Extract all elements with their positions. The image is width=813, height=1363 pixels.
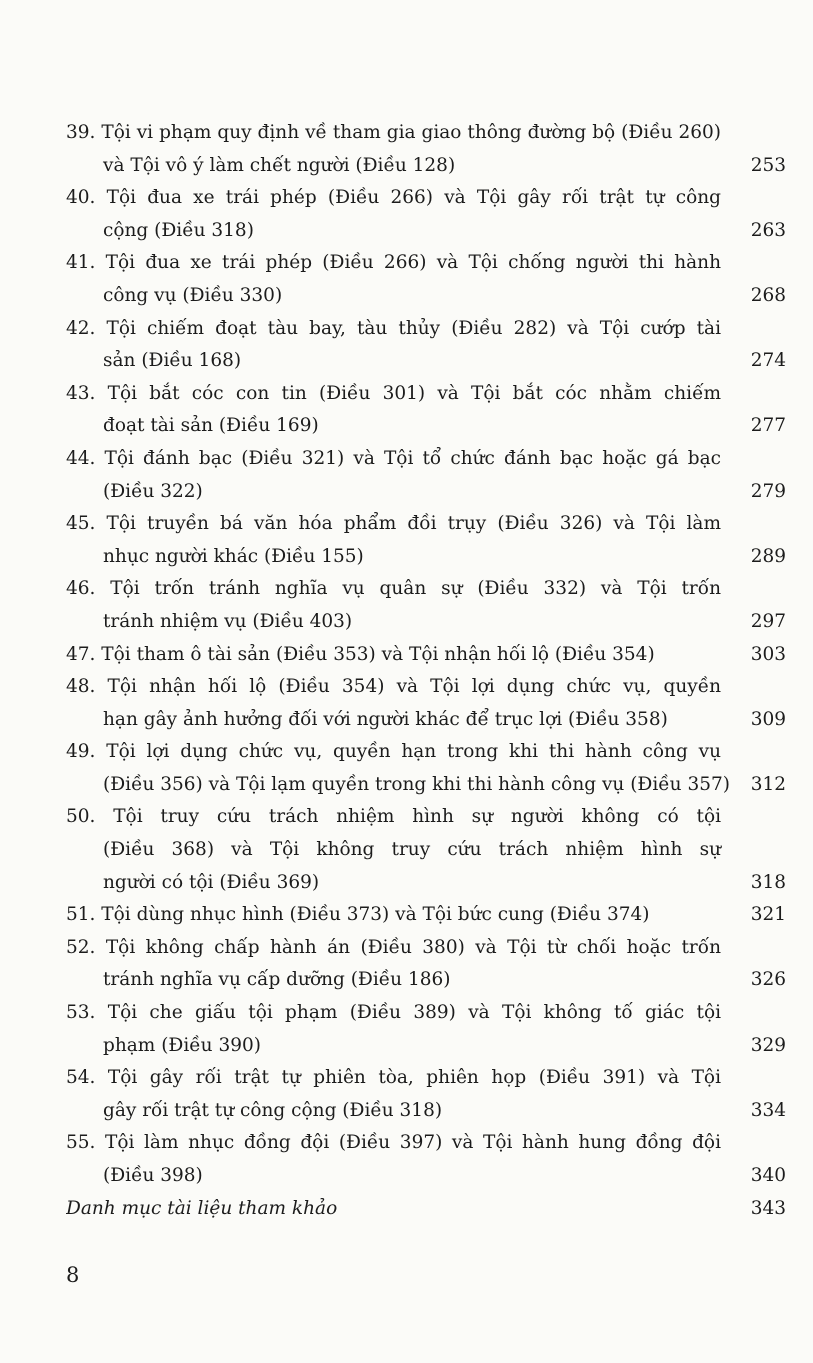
toc-entry-text: Danh mục tài liệu tham khảo [66, 1197, 338, 1219]
toc-page-number: 321 [750, 904, 786, 926]
toc-entry-text: 53. Tội che giấu tội phạm (Điều 389) và Tội không tố giác tội [66, 1002, 721, 1024]
toc-entry [66, 378, 786, 443]
toc-page-number: 309 [750, 708, 786, 730]
toc-entry-references [66, 1193, 786, 1226]
toc-entry-text: công vụ (Điều 330) [103, 284, 283, 306]
toc-page-number: 289 [750, 545, 786, 567]
toc-entry-text: sản (Điều 168) [103, 350, 242, 372]
toc-page-number: 312 [750, 773, 786, 795]
toc-page-number: 274 [750, 350, 786, 372]
toc-page-number: 303 [750, 643, 786, 665]
toc-entry [66, 997, 786, 1062]
toc-entry-text: (Điều 356) và Tội lạm quyền trong khi thi hành công vụ (Điều 357) [103, 773, 730, 795]
toc-entry-text: tránh nhiệm vụ (Điều 403) [103, 610, 353, 632]
toc-entry [66, 899, 786, 932]
toc-entry [66, 443, 786, 508]
toc-entry-text: 41. Tội đua xe trái phép (Điều 266) và Tội chống người thi hành [66, 252, 721, 274]
toc-entry-text: 39. Tội vi phạm quy định về tham gia giao thông đường bộ (Điều 260) [66, 122, 721, 143]
toc-entry-text: 42. Tội chiếm đoạt tàu bay, tàu thủy (Điều 282) và Tội cướp tài [66, 317, 721, 339]
toc-entry [66, 508, 786, 573]
toc-entry [66, 313, 786, 378]
toc-page-number: 268 [750, 284, 786, 306]
toc-page-number: 340 [750, 1165, 786, 1186]
toc-entry-text: và Tội vô ý làm chết người (Điều 128) [103, 154, 456, 176]
toc-entry-text: 55. Tội làm nhục đồng đội (Điều 397) và Tội hành hung đồng đội [66, 1132, 721, 1154]
toc-page-number: 263 [750, 219, 786, 241]
toc-entry [66, 573, 786, 638]
toc-entry [66, 117, 786, 182]
toc-entry [66, 639, 786, 672]
toc-page-number: 277 [750, 415, 786, 437]
toc-page-number: 334 [750, 1099, 786, 1121]
toc-entry-text: gây rối trật tự công cộng (Điều 318) [103, 1099, 443, 1121]
toc-entry-text: cộng (Điều 318) [103, 219, 254, 241]
toc-entry-text: 45. Tội truyền bá văn hóa phẩm đồi trụy (Điều 326) và Tội làm [66, 513, 721, 535]
toc-entry [66, 1127, 786, 1192]
page-number: 8 [66, 1263, 80, 1287]
toc-entry [66, 932, 786, 997]
toc-entry [66, 1062, 786, 1127]
toc-entry-text: 46. Tội trốn tránh nghĩa vụ quân sự (Điều 332) và Tội trốn [66, 578, 721, 600]
toc-entry-text: 40. Tội đua xe trái phép (Điều 266) và Tội gây rối trật tự công [66, 187, 721, 209]
toc-page-number: 318 [750, 871, 786, 893]
table-of-contents [66, 117, 786, 1225]
toc-page-number: 297 [750, 610, 786, 632]
toc-entry-text: (Điều 322) [103, 480, 203, 502]
toc-entry-text: phạm (Điều 390) [103, 1034, 261, 1056]
toc-entry [66, 671, 786, 736]
toc-entry [66, 182, 786, 247]
toc-entry-text: 44. Tội đánh bạc (Điều 321) và Tội tổ chức đánh bạc hoặc gá bạc [66, 447, 721, 469]
toc-entry-text: đoạt tài sản (Điều 169) [103, 415, 319, 437]
toc-entry-text: tránh nghĩa vụ cấp dưỡng (Điều 186) [103, 969, 451, 991]
toc-entry-text: hạn gây ảnh hưởng đối với người khác để trục lợi (Điều 358) [103, 708, 668, 730]
toc-entry-text: 51. Tội dùng nhục hình (Điều 373) và Tội bức cung (Điều 374) [66, 904, 650, 926]
toc-entry-text: (Điều 398) [103, 1165, 203, 1186]
toc-entry-text: 50. Tội truy cứu trách nhiệm hình sự người không có tội [66, 806, 721, 828]
toc-entry-text: 49. Tội lợi dụng chức vụ, quyền hạn trong khi thi hành công vụ [66, 741, 721, 763]
toc-entry-text: (Điều 368) và Tội không truy cứu trách nhiệm hình sự [103, 839, 721, 861]
toc-page-number: 329 [750, 1034, 786, 1056]
toc-page-number: 253 [750, 154, 786, 176]
toc-entry-text: 47. Tội tham ô tài sản (Điều 353) và Tội nhận hối lộ (Điều 354) [66, 643, 655, 665]
toc-page-number: 279 [750, 480, 786, 502]
toc-entry [66, 247, 786, 312]
toc-entry-text: 48. Tội nhận hối lộ (Điều 354) và Tội lợi dụng chức vụ, quyền [66, 676, 721, 698]
toc-entry-text: 43. Tội bắt cóc con tin (Điều 301) và Tội bắt cóc nhằm chiếm [66, 382, 721, 404]
toc-entry [66, 801, 786, 899]
toc-page-number: 326 [750, 969, 786, 991]
toc-entry [66, 736, 786, 801]
toc-entry-text: người có tội (Điều 369) [103, 871, 320, 893]
toc-entry-text: nhục người khác (Điều 155) [103, 545, 364, 567]
toc-entry-text: 54. Tội gây rối trật tự phiên tòa, phiên họp (Điều 391) và Tội [66, 1067, 721, 1089]
toc-page-number: 343 [750, 1197, 786, 1219]
toc-entry-text: 52. Tội không chấp hành án (Điều 380) và Tội từ chối hoặc trốn [66, 936, 721, 958]
